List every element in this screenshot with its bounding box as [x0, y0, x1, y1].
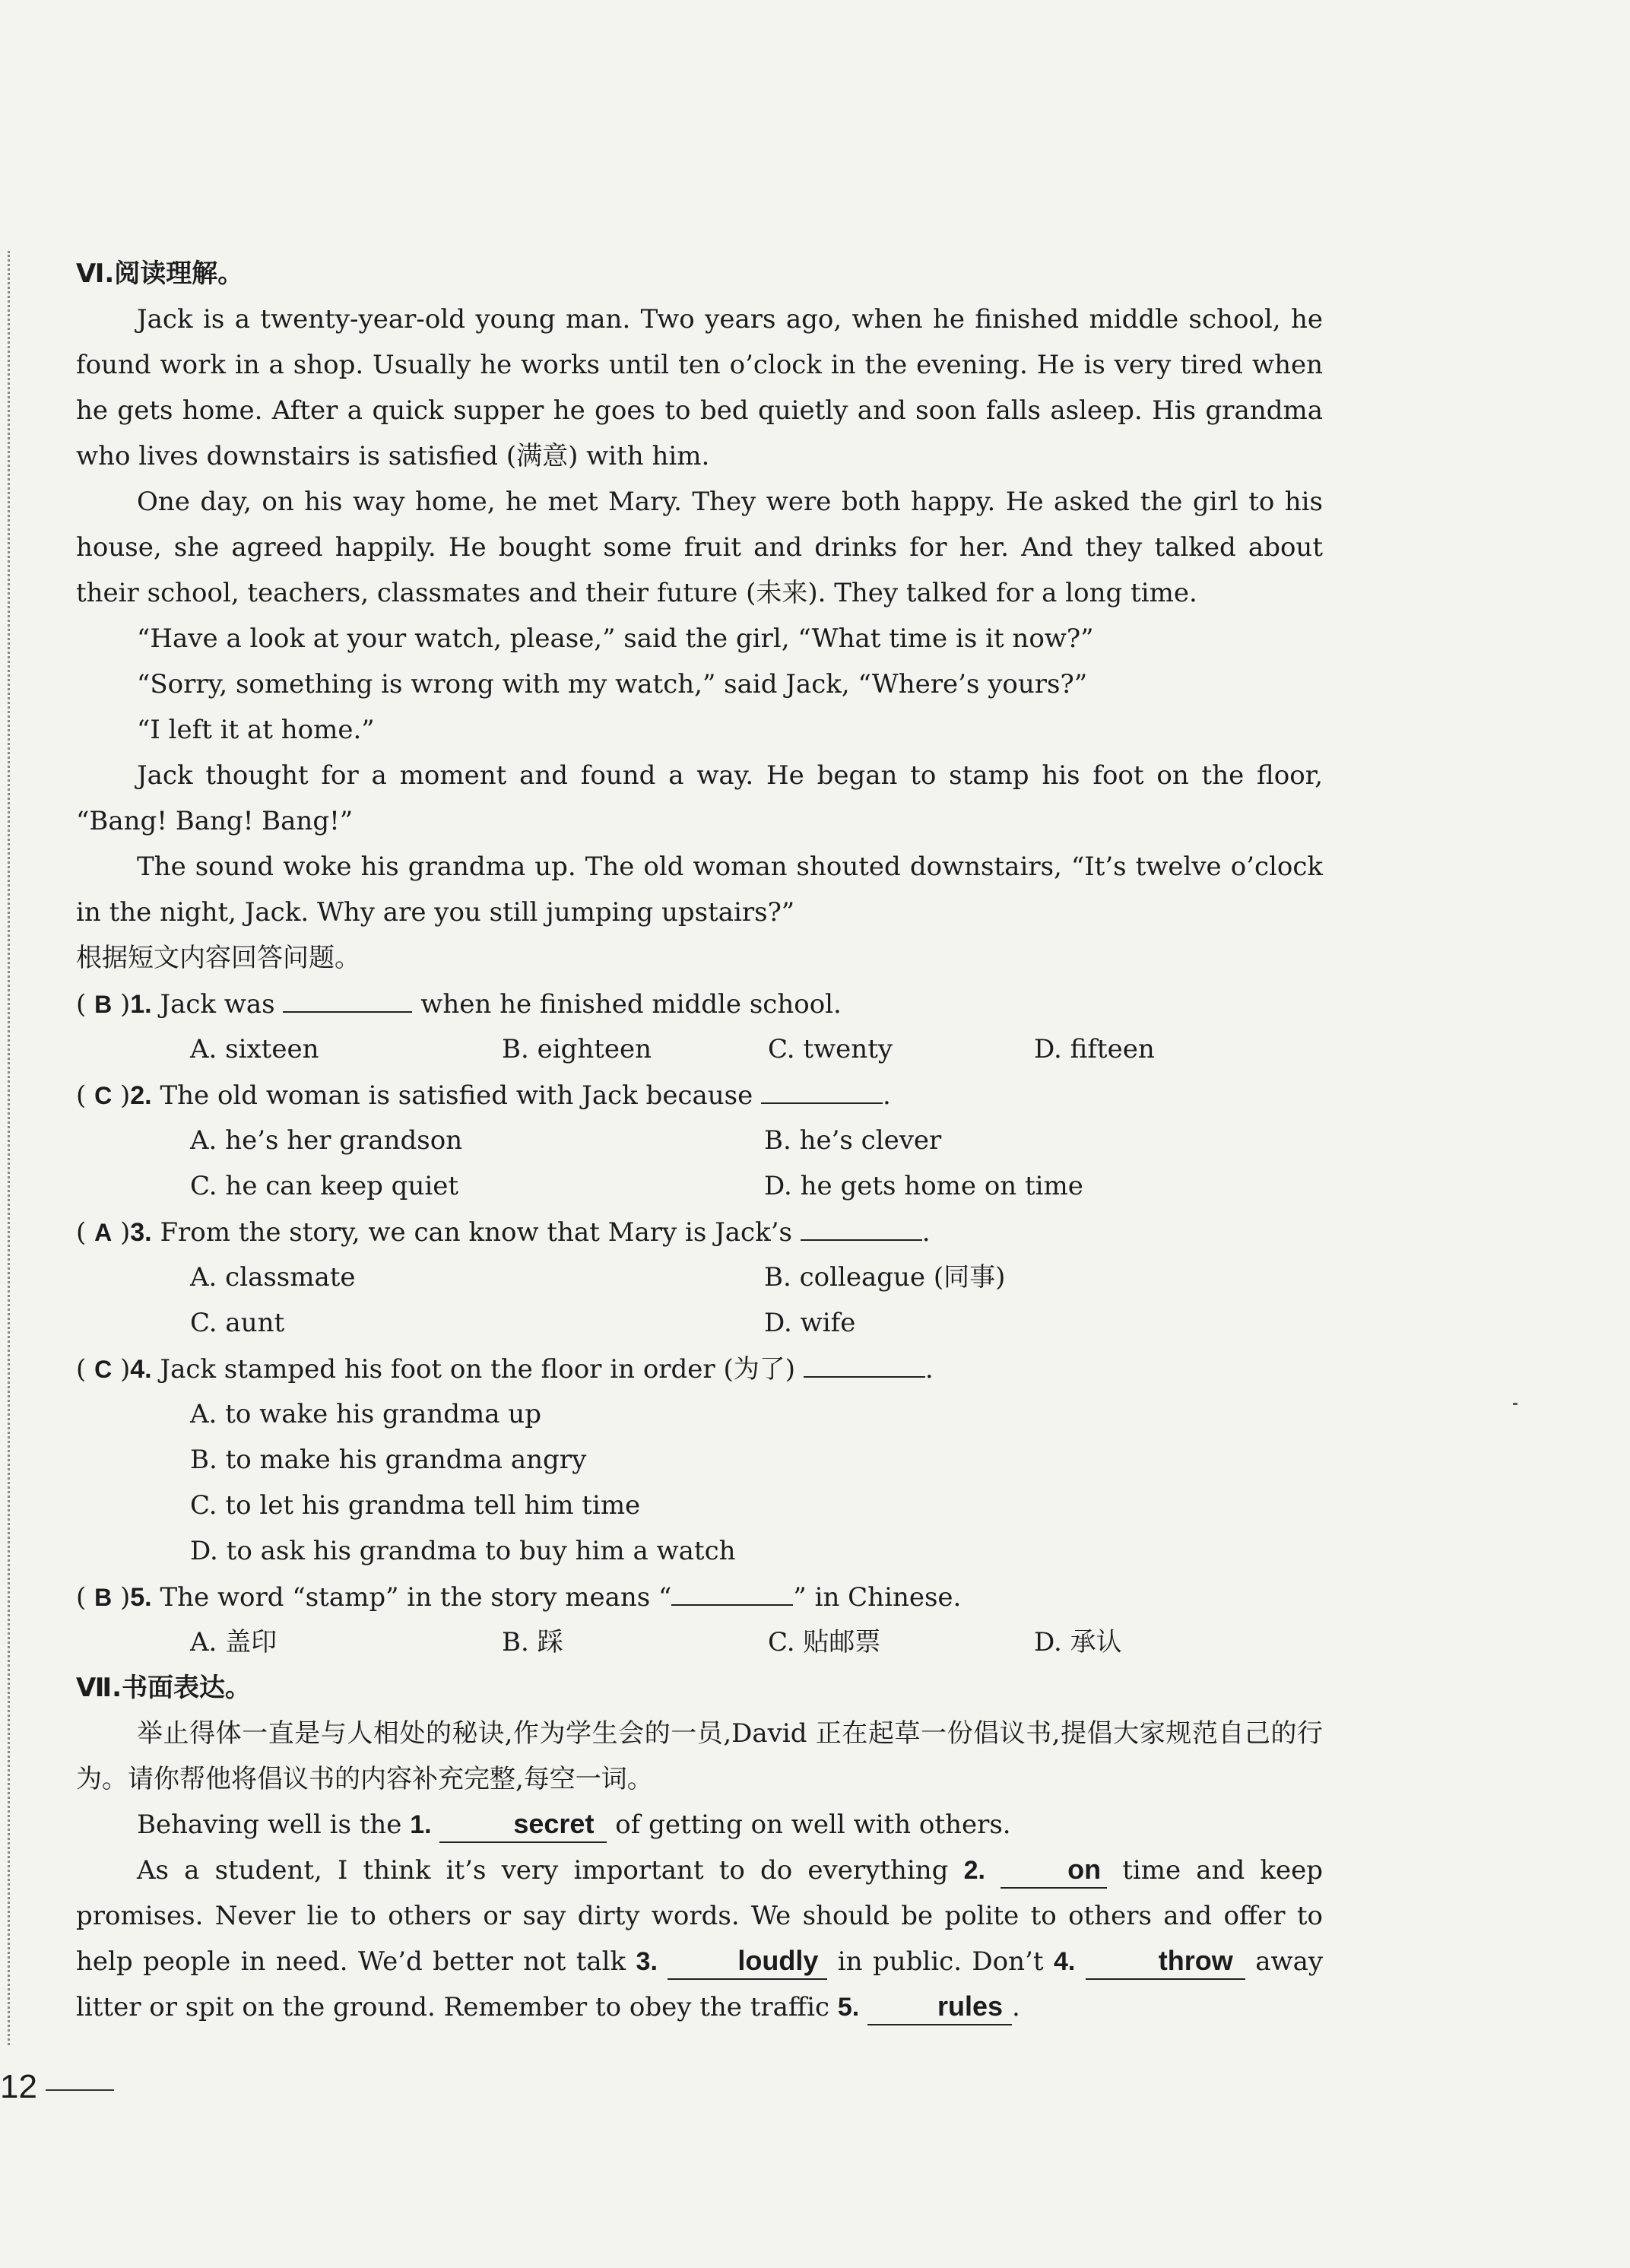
option: D. 承认 [1034, 1627, 1122, 1657]
option: A. sixteen [190, 1034, 319, 1064]
blank-number: 1. [410, 1810, 432, 1839]
writing-paragraph-1 [76, 1802, 1323, 1848]
answer-mark: B [94, 991, 113, 1018]
question-stem: The old woman is satisfied with Jack because [160, 1080, 753, 1111]
passage-paragraph: Jack thought for a moment and found a way. He began to stamp his foot on the floor, “Bang! Bang! Bang!” [76, 760, 1323, 836]
question-stem: From the story, we can know that Mary is Jack’s [160, 1217, 792, 1248]
option: B. colleague (同事) [764, 1262, 1006, 1293]
options-row [76, 1026, 1323, 1072]
question-1: ( B )1. Jack was when he finished middle school. [76, 981, 1323, 1026]
question-3: ( A )3. From the story, we can know that Mary is Jack’s . [76, 1209, 1323, 1255]
option: D. to ask his grandma to buy him a watch [190, 1536, 736, 1566]
answer-mark: C [94, 1082, 113, 1109]
text-run: . [1011, 1992, 1020, 2022]
question-2: ( C )2. The old woman is satisfied with Jack because . [76, 1072, 1323, 1118]
options-row [76, 1619, 1323, 1665]
options-row [76, 1483, 1323, 1528]
answer-blank [283, 981, 412, 1013]
option: B. eighteen [502, 1034, 652, 1064]
question-stem: Jack was [160, 989, 275, 1020]
text-run: Behaving well is the [137, 1810, 402, 1840]
answer-mark: C [94, 1356, 113, 1383]
answer-fill: rules [867, 1989, 1012, 2025]
question-4: ( C )4. Jack stamped his foot on the floor in order (为了) . [76, 1346, 1323, 1391]
options-row [76, 1118, 1323, 1163]
option: A. he’s her grandson [190, 1125, 463, 1156]
option: A. 盖印 [190, 1627, 277, 1657]
answer-fill: loudly [668, 1943, 827, 1980]
options-row [76, 1437, 1323, 1483]
section-6-title: Ⅵ.阅读理解。 [76, 259, 244, 289]
option: D. fifteen [1034, 1034, 1155, 1064]
answer-blank [761, 1072, 883, 1104]
options-row [76, 1528, 1323, 1574]
question-stem-end: . [883, 1080, 891, 1111]
passage-paragraph: Jack is a twenty-year-old young man. Two years ago, when he finished middle school, he found work in a shop. Usually he works until ten o’clock in the evening. He is very tired when he gets home. After a quick supper he goes to bed quietly and soon falls asleep. His grandma who lives downstairs is satisfied (满意) with him. [76, 304, 1323, 471]
question-number: 2. [130, 1081, 152, 1110]
option: C. aunt [190, 1308, 285, 1338]
text-run: in public. Don’t [837, 1946, 1044, 1977]
option: B. he’s clever [764, 1125, 942, 1156]
option: C. he can keep quiet [190, 1171, 458, 1201]
page-number: 12 [0, 2068, 37, 2105]
question-5: ( B )5. The word “stamp” in the story means “ ” in Chinese. [76, 1574, 1323, 1619]
passage-paragraph: One day, on his way home, he met Mary. They were both happy. He asked the girl to his house, she agreed happily. He bought some fruit and drinks for her. And they talked about their school, teachers, classmates and their future (未来). They talked for a long time. [76, 487, 1323, 608]
answer-fill: throw [1086, 1943, 1245, 1980]
blank-number: 4. [1053, 1947, 1076, 1976]
blank-number: 5. [837, 1993, 860, 2022]
option: B. to make his grandma angry [190, 1445, 587, 1475]
answer-blank [671, 1574, 793, 1606]
options-row [76, 1163, 1323, 1209]
option: D. he gets home on time [764, 1171, 1083, 1201]
question-stem-end: when he finished middle school. [420, 989, 842, 1020]
option: C. twenty [768, 1034, 893, 1064]
answer-fill: secret [439, 1806, 607, 1843]
question-stem-end: . [924, 1354, 934, 1385]
text-run: time and keep promises. Never lie to others or say dirty words. We should be polite to others and offer to help people in need. We’d better not talk [76, 1855, 1324, 1977]
question-number: 3. [130, 1218, 152, 1247]
answer-blank [804, 1346, 925, 1378]
page-binding-edge [8, 251, 11, 2045]
answer-mark: B [94, 1584, 113, 1611]
question-number: 5. [130, 1583, 152, 1612]
question-stem: Jack stamped his foot on the floor in order (为了) [160, 1354, 796, 1385]
writing-instructions: 举止得体一直是与人相处的秘诀,作为学生会的一员,David 正在起草一份倡议书,提倡大家规范自己的行为。请你帮他将倡议书的内容补充完整,每空一词。 [76, 1718, 1323, 1794]
text-run: As a student, I think it’s very important to do everything [137, 1855, 949, 1886]
option: D. wife [764, 1308, 856, 1338]
option: B. 踩 [502, 1627, 563, 1657]
section-7-title: Ⅶ.书面表达。 [76, 1673, 252, 1703]
passage-paragraph: “I left it at home.” [137, 715, 375, 745]
options-row [76, 1391, 1323, 1437]
scan-speck [1513, 1403, 1517, 1405]
answer-fill: on [1001, 1852, 1107, 1889]
text-run: of getting on well with others. [615, 1810, 1011, 1840]
option: C. 贴邮票 [768, 1627, 881, 1657]
option: A. to wake his grandma up [190, 1399, 541, 1429]
passage-paragraph: The sound woke his grandma up. The old woman shouted downstairs, “It’s twelve o’clock in the night, Jack. Why are you still jumping upstairs?” [76, 852, 1323, 928]
question-number: 4. [130, 1355, 152, 1384]
page-number-rule [46, 2089, 114, 2091]
answer-blank [801, 1209, 922, 1241]
question-stem-end: . [921, 1217, 931, 1248]
question-number: 1. [130, 990, 152, 1019]
option: A. classmate [190, 1262, 356, 1293]
question-stem: The word “stamp” in the story means “ [160, 1582, 672, 1613]
passage-paragraph: “Sorry, something is wrong with my watch,” said Jack, “Where’s yours?” [137, 669, 1088, 699]
text-run: away litter or spit on the ground. Remember to obey the traffic [76, 1946, 1324, 2022]
options-row [76, 1255, 1323, 1300]
answer-mark: A [94, 1219, 113, 1246]
passage-paragraph: “Have a look at your watch, please,” said the girl, “What time is it now?” [137, 623, 1094, 654]
questions-prompt: 根据短文内容回答问题。 [76, 943, 360, 973]
worksheet-content [76, 251, 1323, 2030]
writing-paragraph-2 [76, 1848, 1323, 2030]
blank-number: 3. [636, 1947, 658, 1976]
question-stem-end: ” in Chinese. [793, 1582, 962, 1613]
blank-number: 2. [963, 1856, 985, 1885]
options-row [76, 1300, 1323, 1346]
option: C. to let his grandma tell him time [190, 1490, 641, 1521]
